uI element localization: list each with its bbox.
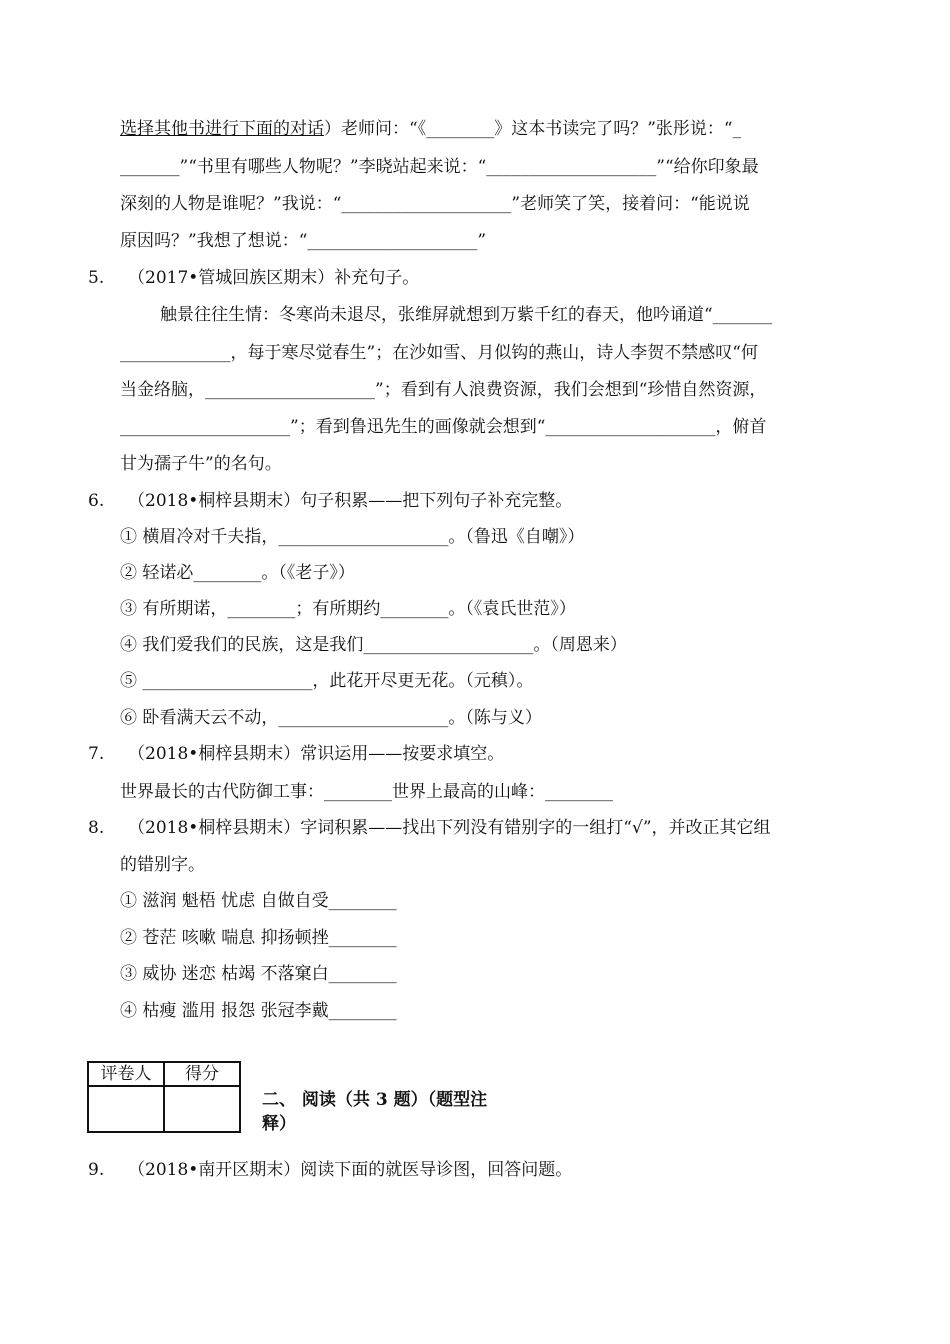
q4-line-2: _______”“书里有哪些人物呢？”李晓站起来说：“____________________”“给你印象最 [120,157,759,177]
q6-heading: （2018•桐梓县期末）句子积累——把下列句子补充完整。 [128,491,573,511]
q6-item-5: ⑤ ____________________，此花开尽更无花。（元稹）。 [120,671,534,691]
q6-number: 6. [88,491,105,511]
q5-line-5: 甘为孺子牛”的名句。 [120,454,282,474]
score-table-grader-header: 评卷人 [88,1062,164,1086]
section-heading-line-1: 二、 阅读（共 3 题）（题型注 [262,1090,488,1110]
q4-underlined-text: 选择其他书进行下面的对话 [120,119,324,139]
q6-item-6: ⑥ 卧看满天云不动，____________________。（陈与义） [120,708,542,728]
q8-heading: （2018•桐梓县期末）字词积累——找出下列没有错别字的一组打“√”，并改正其它组 [128,818,771,838]
q8-item-4: ④ 枯瘦 滥用 报怨 张冠李戴________ [120,1001,397,1021]
q5-number: 5. [88,268,105,288]
q7-number: 7. [88,744,105,764]
q4-line-4: 原因吗？”我想了想说：“____________________” [120,231,487,251]
q7-line-1: 世界最长的古代防御工事：________世界上最高的山峰：________ [120,782,613,802]
q4-line-1-rest: ）老师问：“《________》这本书读完了吗？”张彤说：“_ [324,119,742,139]
score-table-score-cell [164,1086,240,1132]
q7-heading: （2018•桐梓县期末）常识运用——按要求填空。 [128,744,505,764]
q8-item-2: ② 苍茫 咳嗽 喘息 抑扬顿挫________ [120,928,397,948]
q6-item-1: ① 横眉冷对千夫指，____________________。（鲁迅《自嘲》） [120,527,585,547]
section-heading-line-2: 释） [262,1114,296,1134]
score-table [87,1061,241,1133]
q5-line-4: ____________________”；看到鲁迅先生的画像就会想到“____________________，俯首 [120,417,767,437]
q8-number: 8. [88,818,105,838]
q8-item-1: ① 滋润 魁梧 忧虑 自做自受________ [120,891,397,911]
q9-heading: （2018•南开区期末）阅读下面的就医导诊图，回答问题。 [128,1160,573,1180]
section-heading [262,1088,487,1136]
q5-line-3: 当金络脑，____________________”；看到有人浪费资源，我们会想到“珍惜自然资源， [120,380,767,400]
q4-line-1 [120,117,741,141]
score-table-score-header: 得分 [164,1062,240,1086]
q6-item-3: ③ 有所期诺，________；有所期约________。（《袁氏世范》） [120,599,576,619]
q8-item-3: ③ 威协 迷恋 枯竭 不落窠白________ [120,964,397,984]
q6-item-4: ④ 我们爱我们的民族，这是我们____________________。（周恩来） [120,635,627,655]
q6-item-2: ② 轻诺必________。（《老子》） [120,563,355,583]
q4-line-3: 深刻的人物是谁呢？”我说：“____________________”老师笑了笑，接着问：“能说说 [120,194,750,214]
q5-line-1: 触景往往生情：冬寒尚未退尽，张维屏就想到万紫千红的春天，他吟诵道“_______ [160,305,773,325]
q5-line-2: _____________，每于寒尽觉春生”；在沙如雪、月似钩的燕山，诗人李贺不禁感叹“何 [120,343,758,363]
q5-heading: （2017•管城回族区期末）补充句子。 [128,268,420,288]
q9-number: 9. [88,1160,105,1180]
q8-heading-line-2: 的错别字。 [120,855,205,875]
score-table-grader-cell [88,1086,164,1132]
